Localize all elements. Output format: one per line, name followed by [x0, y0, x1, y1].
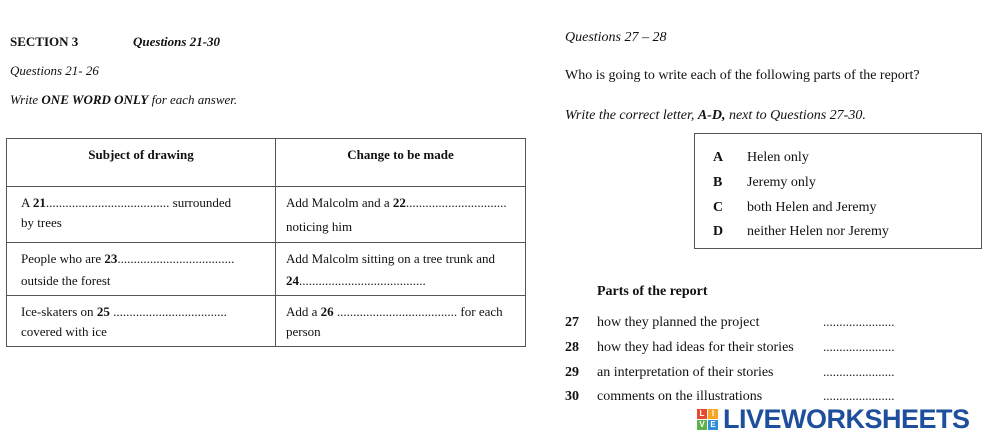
option-text-a: Helen only [747, 150, 809, 165]
cell-text: Add Malcolm and a [286, 195, 393, 210]
cell-text: outside the forest [21, 273, 111, 288]
instruction-suffix: next to Questions 27-30. [725, 108, 866, 123]
question-number-26: 26 [320, 304, 334, 319]
cell-text: Add a [286, 304, 321, 319]
instruction-emphasis: A-D, [697, 108, 726, 123]
table-row [7, 296, 526, 347]
logo-cube-letter: V [697, 420, 707, 430]
answer-blank-25[interactable]: ................................... [109, 304, 227, 319]
question-number-27: 27 [565, 315, 579, 330]
option-text-d: neither Helen nor Jeremy [747, 224, 889, 239]
question-number-28: 28 [565, 340, 579, 355]
table-row [7, 187, 526, 243]
options-box [694, 133, 982, 249]
logo-text: LIVEWORKSHEETS [723, 403, 970, 434]
instruction-emphasis: ONE WORD ONLY [41, 92, 149, 107]
option-text-b: Jeremy only [747, 175, 816, 190]
question-number-22: 22 [392, 195, 406, 210]
instruction-suffix: for each answer. [148, 92, 238, 107]
question-number-30: 30 [565, 389, 579, 404]
cell-text: noticing him [286, 219, 353, 234]
header-subject: Subject of drawing [7, 139, 276, 187]
right-question: Who is going to write each of the following parts of the report? [565, 68, 920, 83]
option-letter-a: A [713, 150, 724, 165]
header-change: Change to be made [276, 139, 526, 187]
part-text: how they planned the project [597, 315, 760, 330]
section-title: SECTION 3 [10, 34, 79, 49]
table-row [7, 243, 526, 296]
answer-blank-24[interactable]: ....................................... [299, 273, 426, 288]
answer-blank-26[interactable]: ..................................... [333, 304, 458, 319]
table-cell [276, 243, 526, 296]
cell-text: covered with ice [21, 324, 107, 339]
answer-blank-27[interactable]: ...................... [823, 314, 895, 329]
part-text: how they had ideas for their stories [597, 340, 794, 355]
table-header-row [7, 139, 526, 187]
part-text: comments on the illustrations [597, 389, 763, 404]
option-letter-c: C [713, 200, 724, 215]
question-number-24: 24 [286, 273, 299, 288]
cell-text: for each [457, 304, 503, 319]
table-cell [7, 296, 276, 347]
logo-cube-letter: E [708, 420, 718, 430]
question-number-23: 23 [104, 251, 118, 266]
table-cell [7, 243, 276, 296]
option-letter-b: B [713, 175, 723, 190]
right-instruction [565, 108, 866, 124]
answer-blank-21[interactable]: ...................................... [45, 195, 170, 210]
cell-text: People who are [21, 251, 105, 266]
part-text: an interpretation of their stories [597, 365, 774, 380]
option-text-c: both Helen and Jeremy [747, 200, 877, 215]
cell-text: by trees [21, 215, 62, 230]
instruction-prefix: Write [10, 92, 42, 107]
cell-text: Add Malcolm sitting on a tree trunk and [286, 251, 496, 266]
answer-blank-29[interactable]: ...................... [823, 364, 895, 379]
logo-cube-icon [697, 409, 718, 430]
notes-table [6, 138, 526, 347]
answer-blank-28[interactable]: ...................... [823, 339, 895, 354]
question-number-29: 29 [565, 365, 579, 380]
sub-range: Questions 21- 26 [10, 63, 99, 78]
option-letter-d: D [713, 224, 724, 239]
logo-cube-letter: L [697, 409, 707, 419]
question-number-25: 25 [96, 304, 110, 319]
left-instruction [10, 92, 237, 108]
parts-heading: Parts of the report [597, 284, 708, 299]
right-questions-range: Questions 27 – 28 [565, 30, 667, 45]
questions-range: Questions 21-30 [133, 34, 221, 49]
answer-blank-23[interactable]: .................................... [117, 251, 235, 266]
answer-blank-30[interactable]: ...................... [823, 388, 895, 403]
cell-text: A [21, 195, 33, 210]
table-cell [7, 187, 276, 243]
instruction-prefix: Write the correct letter, [565, 108, 698, 123]
cell-text: person [286, 324, 321, 339]
answer-blank-22[interactable]: ............................... [405, 195, 507, 210]
logo-cube-letter: I [708, 409, 718, 419]
table-cell [276, 187, 526, 243]
table-cell [276, 296, 526, 347]
question-number-21: 21 [32, 195, 46, 210]
liveworksheets-logo[interactable] [697, 404, 970, 434]
cell-text: surrounded [169, 195, 232, 210]
cell-text: Ice-skaters on [21, 304, 97, 319]
